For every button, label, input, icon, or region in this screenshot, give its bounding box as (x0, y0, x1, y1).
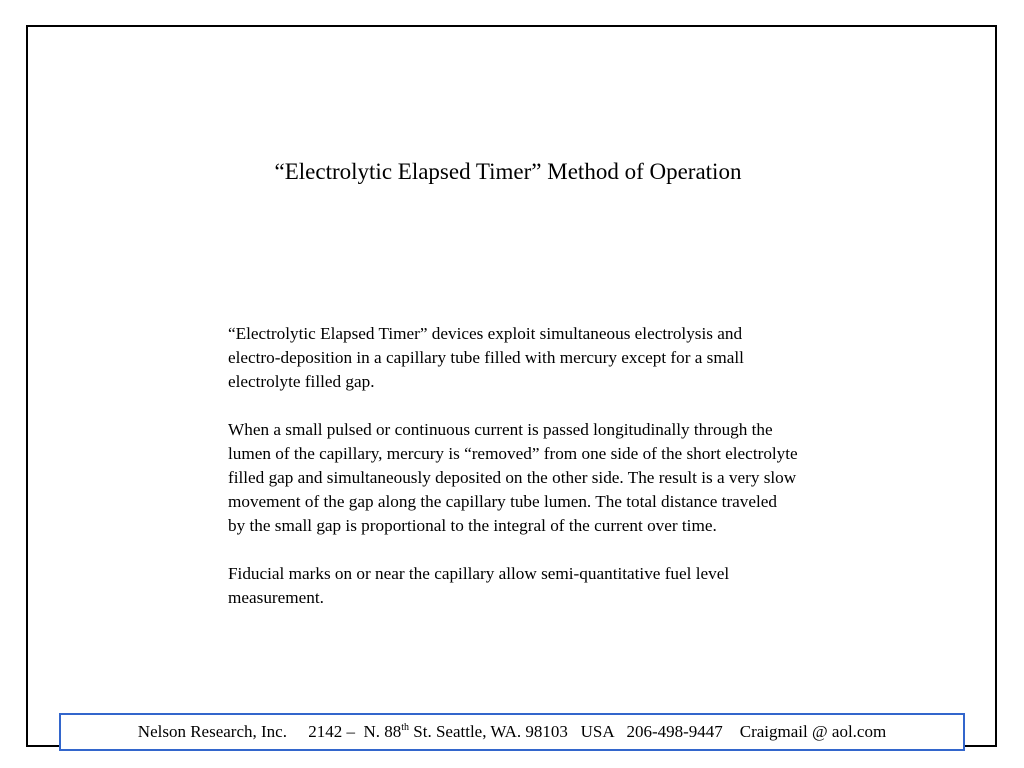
footer-phone: 206-498-9447 (626, 722, 723, 741)
footer-box (59, 713, 965, 751)
body-text (228, 322, 798, 634)
paragraph-mechanism: When a small pulsed or continuous current is passed longitudinally through the lumen of the capillary, mercury is “removed” from one side of the short electrolyte filled gap and simultaneously deposited on the other side. The result is a very slow movement of the gap along the capillary tube lumen. The total distance traveled by the small gap is proportional to the integral of the current over time. (228, 420, 798, 535)
slide-title: “Electrolytic Elapsed Timer” Method of Operation (274, 159, 742, 184)
footer-address-sup: th (401, 722, 410, 733)
footer-country: USA (580, 722, 614, 741)
footer-address-suffix: St. Seattle, WA. 98103 (409, 722, 568, 741)
footer-company: Nelson Research, Inc. (137, 722, 287, 741)
footer-address (308, 722, 568, 741)
paragraph-fiducial: Fiducial marks on or near the capillary allow semi-quantitative fuel level measurement. (228, 564, 730, 607)
footer-address-prefix: 2142 – N. 88 (308, 722, 402, 741)
footer-email: Craigmail @ aol.com (739, 722, 887, 741)
paragraph-intro: “Electrolytic Elapsed Timer” devices exploit simultaneous electrolysis and electro-deposition in a capillary tube filled with mercury except for a small electrolyte filled gap. (228, 324, 744, 391)
